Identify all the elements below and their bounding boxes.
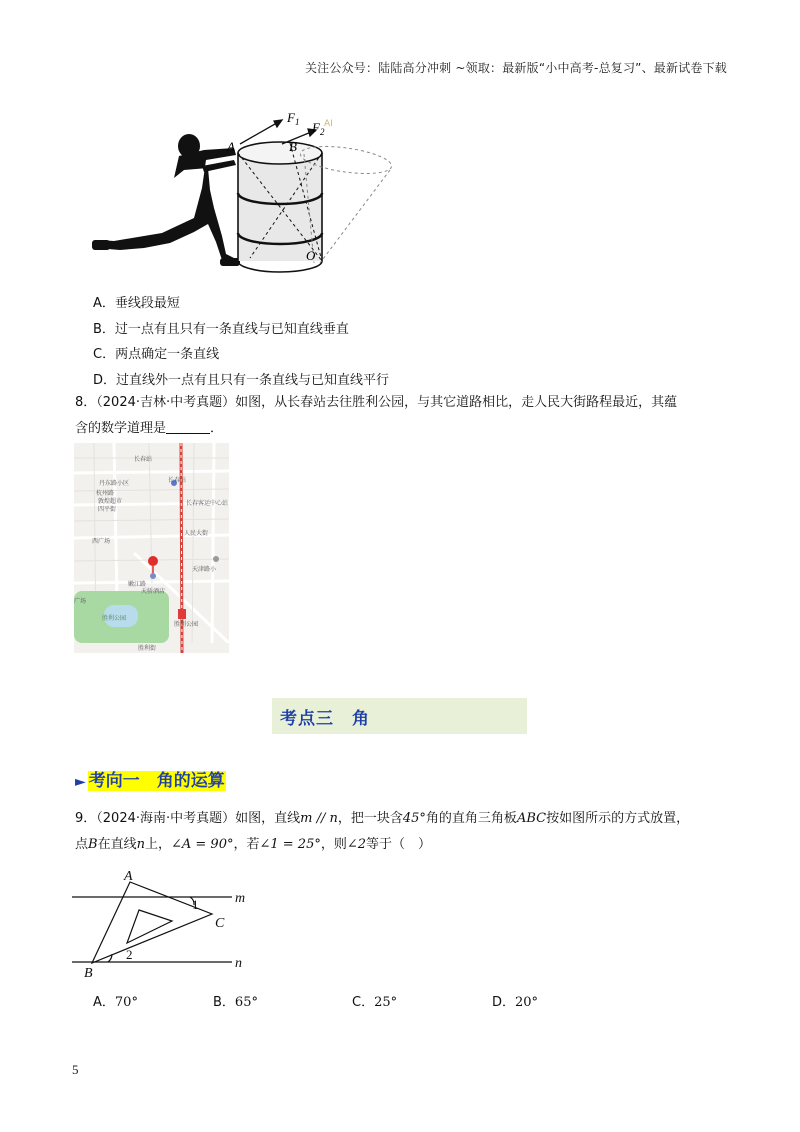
triangle-inner [127,910,172,943]
label-angle-2: 2 [126,947,133,962]
map-label-shengli-park: 胜利公园 [174,621,199,628]
label-B: B [289,139,297,154]
q9-option-c[interactable]: C．25° [352,995,398,1010]
q9-option-a[interactable]: A．70° [93,995,138,1010]
q8-line1: 8．（2024·吉林·中考真题）如图，从长春站去往胜利公园，与其它道路相比，走人民大街路程最近，其蕴 [75,395,678,410]
map-label-west-square: 西广场 [92,538,111,545]
q9-option-d[interactable]: D．20° [492,995,539,1010]
map-label-tianjin: 天津路小 [192,566,217,573]
section-title: 考点三 角 [280,708,370,729]
answer-blank [166,419,210,434]
map-label-sipingjie: 四平街 [98,506,117,513]
map-label-renmin: 人民大街 [184,530,209,537]
header-note: 关注公众号：陆陆高分冲刺 ~领取：最新版“小中高考-总复习”、最新试卷下载 [304,61,727,75]
map-image [74,443,229,653]
label-A: A [227,139,235,154]
q9-line2: 点B在直线n上，∠A = 90°，若∠1 = 25°，则∠2等于（ ） [75,837,432,852]
q9-line1: 9．（2024·海南·中考真题）如图，直线m // n，把一块含45°角的直角三角板ABC按如图所示的方式放置， [75,811,690,826]
label-O: O [306,248,316,263]
q8-line2: 含的数学道理是 ． [75,421,224,436]
q7-option-d: D．过直线外一点有且只有一条直线与已知直线平行 [93,373,390,388]
map-label-station: 长春站 [168,477,187,484]
person-silhouette [92,134,240,266]
map-label-square: 广场 [74,598,87,605]
subsection-title: 考向一 角的运算 [88,771,225,791]
label-n: n [235,956,242,971]
q9-option-b[interactable]: B．65° [213,995,258,1010]
question-9 [75,806,735,858]
section-banner [272,698,527,734]
figure-pushing-cylinder [84,108,414,278]
force-arrows [240,120,316,144]
map-label-bus-center: 长春客运中心站 [186,500,229,507]
label-B: B [84,966,93,981]
label-angle-1: 1 [192,897,199,912]
q7-option-b: B．过一点有且只有一条直线与已知直线垂直 [93,322,349,337]
question-8 [75,390,735,442]
map-label-market: 敦煌超市 [98,498,123,505]
page-number: 5 [72,1062,79,1077]
label-A: A [124,869,133,884]
map-label-station-top: 长春站 [134,456,153,463]
label-F2: $F_2$ [312,120,325,137]
figure-triangle-parallel-lines [72,866,262,981]
q7-option-c: C．两点确定一条直线 [93,347,220,362]
label-F1: $F_1$ [287,110,300,127]
label-C: C [215,916,225,931]
label-m: m [235,891,246,906]
map-label-hotel: 天骄酒店 [141,588,166,595]
map-label-nenjiang: 嫩江路 [128,581,147,588]
map-label-hangzhou: 杭州路 [96,490,115,497]
triangle-outer [92,882,212,963]
q7-option-a: A．垂线段最短 [93,296,180,311]
map-label-danfu: 丹东路小区 [99,480,130,487]
watermark-ai: AI [324,119,333,129]
map-label-bottom: 胜利街 [138,645,157,652]
map-label-park-name: 胜利公园 [102,615,127,622]
triangle-arrow-icon: ► [75,774,86,790]
subsection-heading [75,766,226,791]
